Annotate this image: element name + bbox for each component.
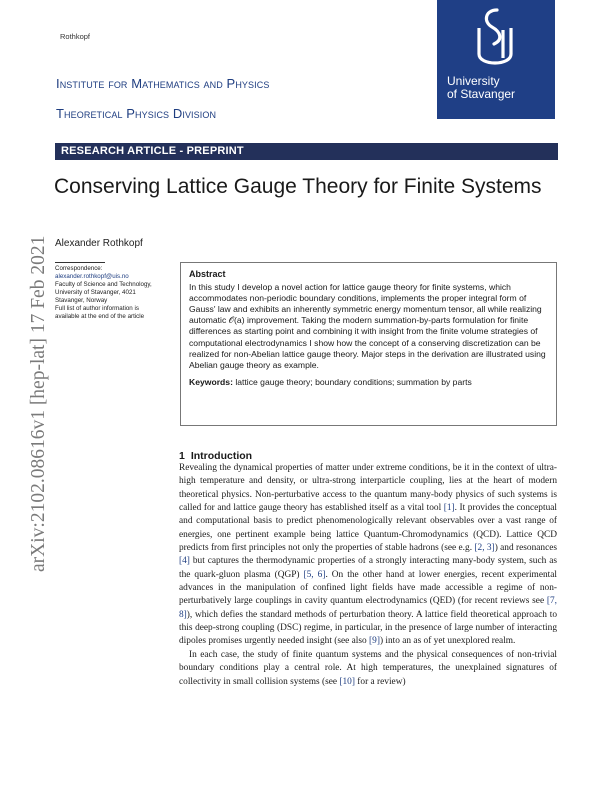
institute-name: Institute for Mathematics and Physics	[56, 76, 270, 91]
text-run: ) into an as of yet unexplored realm.	[379, 636, 516, 647]
text-run: . On the other hand at lower energies, recent experimental advances in the manipulation of confined light fields have made accessible a regime of non-perturbatively large couplings in cavity quantum electrodynamics (QED) (for recent reviews see	[179, 569, 557, 607]
abstract-heading: Abstract	[189, 269, 226, 279]
text-run: . It provides the conceptual and computational basis to predict phenomenologically relevant observables over a vast range of energies, one pertinent example being lattice Quantum-Chromodynamics (QCD). Lattice QCD predicts from first principles not only the properties of stable hadrons (see e.g.	[179, 503, 557, 554]
abstract-text: In this study I develop a novel action for lattice gauge theory for finite systems, which accommodates non-periodic boundary conditions, implements the proper integral form of Gauss' law and exhibits an inherently symmetric energy momentum tensor, all while realizing automatic 𝒪(a) improvement. Taking the modern summation-by-parts formulation for finite differences as starting point and combining it with insight from the finite volume strategies of computational electrodynamics I show how the concept of a conserving discretization can be realized for non-Abelian lattice gauge theory. Major steps in the derivation are illustrated using Abelian gauge theory as example.	[189, 282, 546, 370]
article-type-banner: RESEARCH ARTICLE - PREPRINT	[55, 143, 558, 160]
keywords-list: lattice gauge theory; boundary conditions; summation by parts	[235, 376, 472, 387]
citation-link[interactable]: [5, 6]	[303, 569, 326, 580]
section-number: 1	[179, 450, 185, 462]
citation-link[interactable]: [7, 8]	[179, 596, 557, 620]
text-run: ) and resonances	[494, 543, 558, 554]
citation-link[interactable]: [9]	[369, 636, 380, 647]
citation-link[interactable]: [10]	[339, 676, 355, 687]
author-name: Alexander Rothkopf	[55, 238, 143, 249]
correspondence-label: Correspondence:	[55, 265, 103, 272]
arxiv-identifier: arXiv:2102.08616v1 [hep-lat] 17 Feb 2021	[28, 235, 49, 572]
text-run: In each case, the study of finite quantum systems and the physical consequences of non-trivial boundary conditions play a central role. At high temperatures, the unexplained signatures of collectivity in small collision systems (see	[179, 649, 557, 687]
affiliation-line: University of Stavanger, 4021	[55, 289, 136, 296]
paragraph	[179, 649, 557, 689]
affiliation-line: Stavanger, Norway	[55, 297, 108, 304]
university-name-line2: of Stavanger	[447, 87, 516, 101]
citation-link[interactable]: [1]	[443, 503, 455, 514]
citation-link[interactable]: [4]	[179, 556, 190, 567]
text-run: Revealing the dynamical properties of matter under extreme conditions, be it in the context of ultra-high temperature and density, or ultra-strong interparticle coupling, lies at the heart of modern theoretical physics. Non-perturbative access to the quantum many-body physics of such systems is called for and lattice gauge theory has established itself as a vital tool	[179, 463, 557, 514]
correspondence-box	[55, 262, 175, 321]
arxiv-stamp	[8, 200, 48, 570]
author-info-note: Full list of author information is	[55, 305, 139, 312]
text-run: for a review)	[354, 676, 406, 687]
university-name-line1: University	[447, 74, 500, 88]
text-run: but captures the thermodynamic properties of a strongly interacting many-body system, such as the quark-gluon plasma (QGP)	[179, 556, 557, 580]
author-email-link[interactable]: alexander.rothkopf@uis.no	[55, 273, 129, 280]
affiliation-line: Faculty of Science and Technology,	[55, 281, 152, 288]
university-emblem-icon	[437, 0, 555, 72]
citation-link[interactable]: [2, 3]	[474, 543, 495, 554]
author-info-note: available at the end of the article	[55, 313, 145, 320]
sidebar-rule	[55, 262, 105, 263]
text-run: ), which defies the standard methods of perturbation theory. A lattice field theoretical approach to this deep-strong coupling (DSC) regime, in particular, in the presence of large number of interacting dipoles promises urgently needed insight (see also	[179, 609, 557, 647]
division-name: Theoretical Physics Division	[56, 106, 217, 121]
keywords	[189, 377, 550, 388]
body-text	[179, 462, 557, 689]
paper-title: Conserving Lattice Gauge Theory for Finite Systems	[54, 175, 542, 198]
section-title: Introduction	[190, 450, 253, 462]
keywords-label: Keywords:	[189, 376, 233, 387]
university-logo	[437, 0, 555, 119]
section-heading	[179, 450, 252, 462]
abstract-box	[180, 262, 557, 426]
paragraph	[179, 462, 557, 649]
running-head: Rothkopf	[60, 32, 91, 41]
